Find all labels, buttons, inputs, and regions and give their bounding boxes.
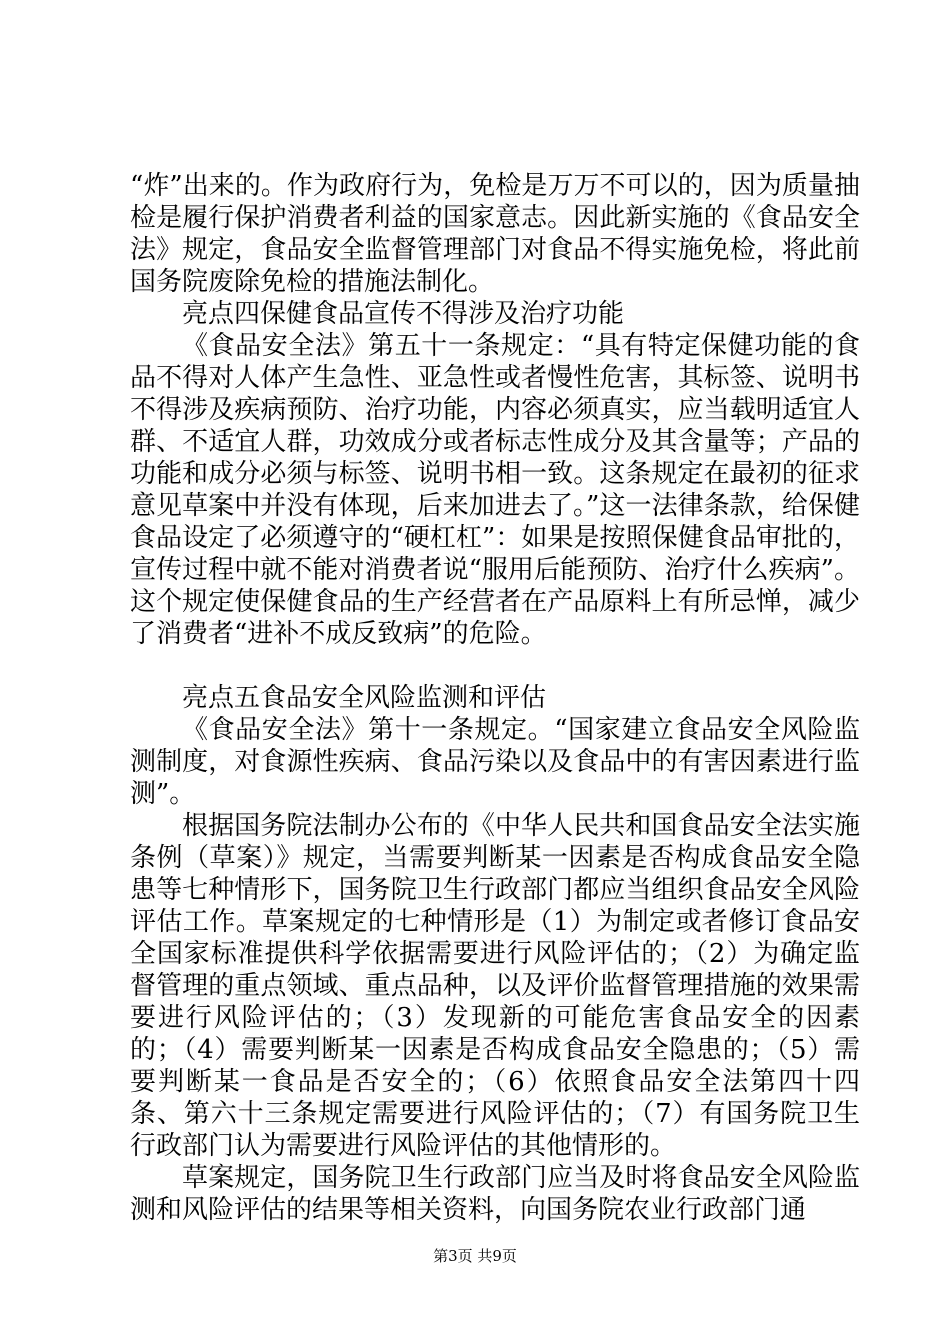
page-number-footer: 第3页 共9页 [433,1247,517,1265]
paragraph-4: 根据国务院法制办公布的《中华人民共和国食品安全法实施条例（草案）》规定，当需要判断某一因素是否构成食品安全隐患等七种情形下，国务院卫生行政部门都应当组织食品安全风险评估工作。草案规定的七种情形是（1）为制定或者修订食品安全国家标准提供科学依据需要进行风险评估的；（2）为确定监督管理的重点领域、重点品种，以及评价监督管理措施的效果需要进行风险评估的；（3）发现新的可能危害食品安全的因素的；（4）需要判断某一因素是否构成食品安全隐患的；（5）需要判断某一食品是否安全的；（6）依照食品安全法第四十四条、第六十三条规定需要进行风险评估的；（7）有国务院卫生行政部门认为需要进行风险评估的其他情形的。 [130,811,860,1161]
paragraph-5: 草案规定，国务院卫生行政部门应当及时将食品安全风险监测和风险评估的结果等相关资料，向国务院农业行政部门通 [130,1163,860,1225]
paragraph-1: “炸”出来的。作为政府行为，免检是万万不可以的，因为质量抽检是履行保护消费者利益的国家意志。因此新实施的《食品安全法》规定，食品安全监督管理部门对食品不得实施免检，将此前国务院废除免检的措施法制化。 [130,171,860,297]
section-heading-5: 亮点五食品安全风险监测和评估 [182,683,547,713]
document-body [130,170,860,1226]
section-heading-4: 亮点四保健食品宣传不得涉及治疗功能 [182,299,625,329]
paragraph-3: 《食品安全法》第十一条规定。“国家建立食品安全风险监测制度，对食源性疾病、食品污染以及食品中的有害因素进行监测”。 [130,715,860,809]
blank-line [130,650,860,682]
paragraph-2: 《食品安全法》第五十一条规定：“具有特定保健功能的食品不得对人体产生急性、亚急性或者慢性危害，其标签、说明书不得涉及疾病预防、治疗功能，内容必须真实，应当载明适宜人群、不适宜人群，功效成分或者标志性成分及其含量等；产品的功能和成分必须与标签、说明书相一致。这条规定在最初的征求意见草案中并没有体现，后来加进去了。”这一法律条款，给保健食品设定了必须遵守的“硬杠杠”：如果是按照保健食品审批的，宣传过程中就不能对消费者说“服用后能预防、治疗什么疾病”。这个规定使保健食品的生产经营者在产品原料上有所忌惮，减少了消费者“进补不成反致病”的危险。 [130,331,860,649]
